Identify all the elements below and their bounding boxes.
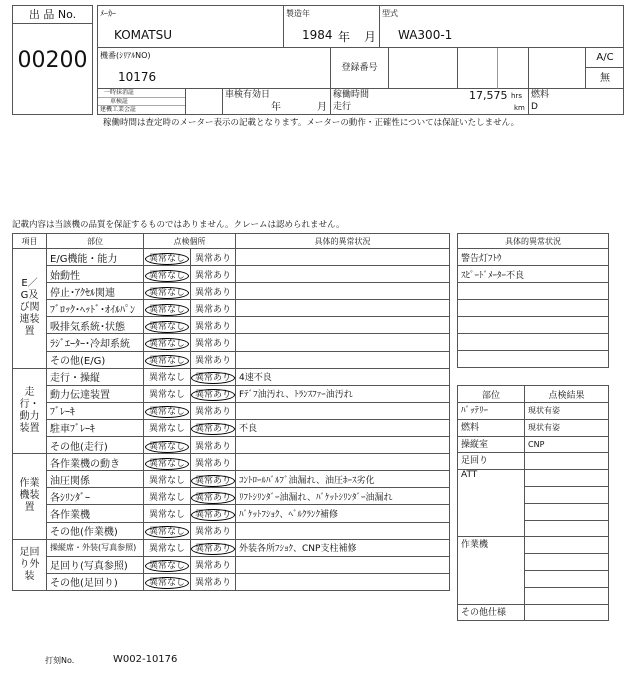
option-normal[interactable]	[144, 351, 191, 368]
detail-cell	[236, 402, 450, 419]
option-abnormal[interactable]	[191, 522, 236, 539]
hours-value: 17,575	[469, 89, 508, 102]
inspection-month-unit: 月	[317, 102, 327, 113]
lot-number-label: 出 品 No.	[13, 6, 92, 24]
detail-cell: ﾘﾌﾄｼﾘﾝﾀﾞｰ油漏れ、ﾊﾞｹｯﾄｼﾘﾝﾀﾞｰ油漏れ	[236, 488, 450, 505]
option-label: 異常あり	[194, 270, 231, 281]
option-label: 異常なし	[145, 355, 189, 367]
option-normal[interactable]	[144, 266, 191, 283]
table-row	[458, 283, 609, 300]
option-label: 異常あり	[191, 509, 235, 521]
part-label: 燃料	[458, 419, 525, 436]
table-row	[13, 471, 450, 488]
cert-label: 建機工業会証	[100, 106, 137, 113]
option-normal[interactable]	[144, 437, 191, 454]
table-row	[13, 368, 450, 385]
option-abnormal[interactable]	[191, 300, 236, 317]
header-detail: 具体的異常状況	[458, 234, 609, 249]
option-label: 異常なし	[145, 526, 189, 538]
part-label: 走行・操縦	[47, 368, 144, 385]
serial-value: 10176	[118, 70, 157, 84]
table-row	[458, 300, 609, 317]
inspection-table	[12, 233, 450, 591]
result-cell	[525, 554, 609, 571]
registration-cell	[389, 48, 458, 89]
result-cell: 現状有姿	[525, 403, 609, 420]
option-abnormal[interactable]	[191, 454, 236, 471]
option-label: 異常あり	[194, 578, 231, 589]
table-row	[13, 539, 450, 556]
hours-label: 稼働時間	[333, 90, 370, 100]
result-cell	[525, 587, 609, 604]
part-label: 操縦室	[458, 436, 525, 453]
category-label: 足回り外装	[13, 539, 47, 590]
model-cell	[380, 6, 624, 48]
option-normal[interactable]	[144, 385, 191, 402]
serial-label: 機番(ｼﾘｱﾙNO)	[100, 51, 151, 60]
maker-value: KOMATSU	[114, 28, 173, 42]
option-label: 異常なし	[148, 475, 185, 486]
inspection-label: 車検有効日	[225, 90, 271, 100]
option-label: 異常あり	[194, 441, 231, 452]
part-label: 操縦席・外装(写真参照)	[47, 539, 144, 556]
part-label: その他(作業機)	[47, 522, 144, 539]
part-label: ATT	[458, 470, 525, 537]
cert-label: 一時抹消証	[98, 89, 185, 98]
option-normal[interactable]	[144, 300, 191, 317]
option-label: 異常あり	[194, 407, 231, 418]
cert-label: 車検証	[98, 98, 185, 106]
option-label: 異常あり	[191, 372, 235, 384]
option-normal[interactable]	[144, 283, 191, 300]
option-normal[interactable]	[144, 488, 191, 505]
part-label: 油圧関係	[47, 471, 144, 488]
option-abnormal[interactable]	[191, 368, 236, 385]
option-label: 異常なし	[148, 390, 185, 401]
result-cell	[525, 486, 609, 503]
option-normal[interactable]	[144, 522, 191, 539]
certificate-checks	[186, 89, 223, 114]
part-label: 足回り(写真参照)	[47, 556, 144, 573]
category-label: 作業機装置	[13, 454, 47, 539]
option-abnormal[interactable]	[191, 402, 236, 419]
detail-cell: 不良	[236, 419, 450, 436]
lot-number: 00200	[17, 48, 88, 73]
result-cell	[525, 570, 609, 587]
option-label: 異常なし	[145, 441, 189, 453]
option-label: 異常なし	[145, 577, 189, 589]
table-row	[458, 351, 609, 368]
table-row	[458, 334, 609, 351]
year-unit: 年	[338, 30, 351, 44]
detail-cell	[236, 522, 450, 539]
result-cell	[525, 520, 609, 537]
table-row	[13, 249, 450, 266]
detail-cell: 4速不良	[236, 368, 450, 385]
table-row	[13, 556, 450, 573]
model-value: WA300-1	[398, 28, 453, 42]
option-label: 異常なし	[148, 424, 185, 435]
detail-cell	[236, 249, 450, 266]
detail-cell	[236, 283, 450, 300]
option-label: 異常あり	[194, 561, 231, 572]
hours-cell	[331, 89, 529, 114]
model-label: 型式	[382, 9, 398, 18]
result-cell	[525, 503, 609, 520]
table-row	[13, 317, 450, 334]
option-label: 異常なし	[148, 509, 185, 520]
detail-cell	[458, 283, 609, 300]
detail-cell	[458, 351, 609, 368]
table-row	[458, 403, 609, 420]
option-label: 異常あり	[191, 389, 235, 401]
table-row	[458, 436, 609, 453]
part-label: ﾗｼﾞｴｰﾀｰ･冷却系統	[47, 334, 144, 351]
part-label: 各作業機の動き	[47, 454, 144, 471]
travel-unit: km	[514, 104, 525, 112]
option-abnormal[interactable]	[191, 266, 236, 283]
option-label: 異常なし	[148, 373, 185, 384]
table-row	[458, 453, 609, 470]
header-check: 点検個所	[144, 234, 236, 249]
option-label: 異常なし	[145, 560, 189, 572]
detail-cell	[236, 556, 450, 573]
part-label: ﾊﾞｯﾃﾘｰ	[458, 403, 525, 420]
registration-label: 登録番号	[331, 48, 389, 89]
option-abnormal[interactable]	[191, 573, 236, 590]
option-label: 異常あり	[194, 253, 231, 264]
lot-number-box	[12, 5, 93, 115]
option-label: 異常なし	[145, 321, 189, 333]
blank-cell	[529, 48, 586, 89]
option-label: 異常なし	[145, 406, 189, 418]
table-row	[13, 522, 450, 539]
year-cell	[284, 6, 380, 48]
part-label: その他(足回り)	[47, 573, 144, 590]
header-detail: 具体的異常状況	[236, 234, 450, 249]
option-label: 異常あり	[191, 492, 235, 504]
option-label: 異常あり	[194, 356, 231, 367]
option-label: 異常なし	[145, 458, 189, 470]
option-abnormal[interactable]	[191, 385, 236, 402]
part-label: 足回り	[458, 453, 525, 470]
option-abnormal[interactable]	[191, 556, 236, 573]
part-label: その他(E/G)	[47, 351, 144, 368]
table-row	[13, 402, 450, 419]
option-label: 異常なし	[145, 338, 189, 350]
option-label: 異常なし	[145, 270, 189, 282]
year-label: 製造年	[286, 9, 310, 18]
table-row	[13, 385, 450, 402]
part-label: ﾌﾞﾛｯｸ･ﾍｯﾄﾞ･ｵｲﾙﾊﾟﾝ	[47, 300, 144, 317]
option-normal[interactable]	[144, 368, 191, 385]
detail-cell: Fﾃﾞﾌ油汚れ、ﾄﾗﾝｽﾌｧｰ油汚れ	[236, 385, 450, 402]
certificate-labels	[98, 89, 186, 114]
maker-cell	[98, 6, 284, 48]
inspection-year-unit: 年	[271, 102, 281, 113]
option-label: 異常あり	[194, 458, 231, 469]
table-row	[13, 283, 450, 300]
option-abnormal[interactable]	[191, 505, 236, 522]
category-label: 走行・動力装置	[13, 368, 47, 453]
header-part: 部位	[47, 234, 144, 249]
option-abnormal[interactable]	[191, 317, 236, 334]
travel-label: 走行	[333, 102, 352, 112]
fuel-value: D	[531, 102, 538, 112]
part-label: 各ｼﾘﾝﾀﾞｰ	[47, 488, 144, 505]
option-abnormal[interactable]	[191, 437, 236, 454]
option-abnormal[interactable]	[191, 419, 236, 436]
option-label: 異常あり	[191, 423, 235, 435]
disclaimer: 記載内容は当該機の品質を保証するものではありません。クレームは認められません。	[12, 220, 345, 230]
option-normal[interactable]	[144, 539, 191, 556]
part-label: ﾌﾞﾚｰｷ	[47, 402, 144, 419]
hours-note: 稼働時間は査定時のメーター表示の記載となります。メーターの動作・正確性については保証いたしません。	[103, 118, 520, 128]
part-label: 作業機	[458, 537, 525, 604]
result-cell	[525, 537, 609, 554]
table-row	[13, 454, 450, 471]
option-normal[interactable]	[144, 249, 191, 266]
detail-cell: ﾊﾞｹｯﾄﾌｼｮｸ、ﾍﾞﾙｸﾗﾝｸ補修	[236, 505, 450, 522]
fuel-cell	[529, 89, 624, 114]
detail-cell	[458, 317, 609, 334]
part-label: 停止･ｱｸｾﾙ関連	[47, 283, 144, 300]
header-part: 部位	[458, 386, 525, 403]
detail-cell	[236, 300, 450, 317]
maker-label: ﾒｰｶｰ	[100, 9, 116, 18]
option-label: 異常あり	[194, 287, 231, 298]
detail-cell	[236, 437, 450, 454]
option-normal[interactable]	[144, 505, 191, 522]
result-cell	[525, 470, 609, 487]
table-row	[13, 505, 450, 522]
option-abnormal[interactable]	[191, 488, 236, 505]
header-result: 点検結果	[525, 386, 609, 403]
detail-cell: ｺﾝﾄﾛｰﾙﾊﾞﾙﾌﾞ油漏れ、油圧ﾎｰｽ劣化	[236, 471, 450, 488]
detail-cell: 外装各所ﾌｼｮｸ、CNP支柱補修	[236, 539, 450, 556]
table-row	[458, 266, 609, 283]
detail-cell: ｽﾋﾟｰﾄﾞﾒｰﾀｰ不良	[458, 266, 609, 283]
part-label: 各作業機	[47, 505, 144, 522]
option-normal[interactable]	[144, 573, 191, 590]
header-category: 項目	[13, 234, 47, 249]
fuel-label: 燃料	[531, 90, 550, 100]
option-label: 異常あり	[194, 321, 231, 332]
table-row	[13, 266, 450, 283]
table-row	[13, 351, 450, 368]
result-cell: 現状有姿	[525, 419, 609, 436]
option-normal[interactable]	[144, 556, 191, 573]
category-label: E／G及び関連装置	[13, 249, 47, 369]
table-row	[13, 573, 450, 590]
detail-cell	[458, 300, 609, 317]
option-normal[interactable]	[144, 471, 191, 488]
option-abnormal[interactable]	[191, 539, 236, 556]
detail-cell	[458, 334, 609, 351]
result-cell: CNP	[525, 436, 609, 453]
detail-cell	[236, 573, 450, 590]
option-abnormal[interactable]	[191, 249, 236, 266]
detail-cell	[236, 334, 450, 351]
vehicle-info-box	[97, 5, 624, 115]
option-label: 異常なし	[145, 253, 189, 265]
option-label: 異常あり	[191, 475, 235, 487]
registration-cell	[498, 48, 529, 89]
inspection-date-cell	[223, 89, 331, 114]
detail-cell	[236, 266, 450, 283]
option-label: 異常あり	[194, 339, 231, 350]
part-label: その他(走行)	[47, 437, 144, 454]
table-row	[458, 317, 609, 334]
option-label: 異常なし	[148, 492, 185, 503]
detail-cell	[236, 317, 450, 334]
result-cell	[525, 604, 609, 621]
table-row	[13, 334, 450, 351]
part-label: E/G機能・能力	[47, 249, 144, 266]
option-label: 異常なし	[145, 304, 189, 316]
option-normal[interactable]	[144, 454, 191, 471]
table-row	[458, 470, 609, 487]
serial-cell	[98, 48, 331, 89]
option-label: 異常なし	[145, 287, 189, 299]
option-abnormal[interactable]	[191, 283, 236, 300]
option-label: 異常あり	[194, 527, 231, 538]
abnormal-detail-table	[457, 233, 609, 368]
stamp-number: W002-10176	[113, 654, 178, 665]
part-label: 駐車ﾌﾞﾚｰｷ	[47, 419, 144, 436]
table-row	[458, 419, 609, 436]
table-row	[458, 604, 609, 621]
result-cell	[525, 453, 609, 470]
year-value: 1984	[302, 28, 333, 42]
part-label: 動力伝達装置	[47, 385, 144, 402]
table-row	[13, 437, 450, 454]
part-label: 吸排気系統･状態	[47, 317, 144, 334]
table-row	[458, 249, 609, 266]
option-normal[interactable]	[144, 419, 191, 436]
stamp-label: 打刻No.	[45, 656, 75, 665]
option-normal[interactable]	[144, 317, 191, 334]
option-abnormal[interactable]	[191, 471, 236, 488]
option-abnormal[interactable]	[191, 334, 236, 351]
option-normal[interactable]	[144, 334, 191, 351]
detail-cell: 警告灯ﾌﾄｳ	[458, 249, 609, 266]
detail-cell	[236, 454, 450, 471]
table-row	[13, 419, 450, 436]
ac-value: 無	[586, 68, 624, 89]
result-table	[457, 385, 609, 621]
table-row	[13, 300, 450, 317]
option-label: 異常あり	[194, 304, 231, 315]
option-abnormal[interactable]	[191, 351, 236, 368]
part-label: 始動性	[47, 266, 144, 283]
registration-cell	[458, 48, 498, 89]
table-row	[13, 488, 450, 505]
option-normal[interactable]	[144, 402, 191, 419]
month-unit: 月	[364, 30, 377, 44]
part-label: その他仕様	[458, 604, 525, 621]
option-label: 異常なし	[148, 544, 185, 555]
ac-label: A/C	[586, 48, 624, 68]
detail-cell	[236, 351, 450, 368]
table-row	[458, 537, 609, 554]
hours-unit: hrs	[511, 92, 522, 100]
option-label: 異常あり	[191, 543, 235, 555]
